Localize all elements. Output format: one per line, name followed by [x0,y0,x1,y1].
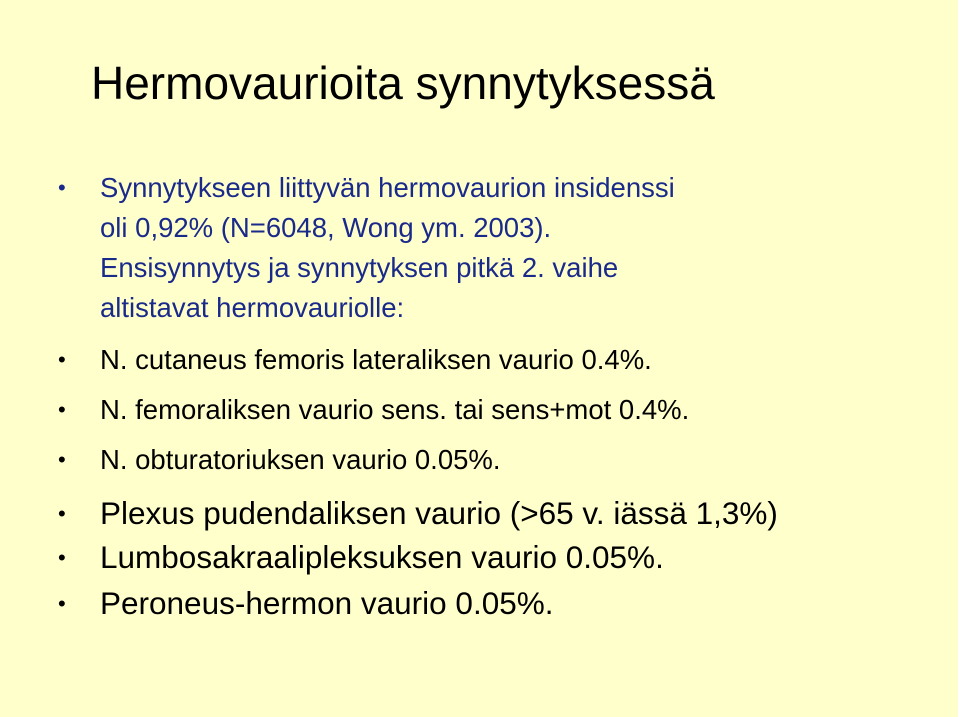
bullet-text: N. femoraliksen vaurio sens. tai sens+mot 0.4%. [100,394,690,425]
bullet-item-cutaneus-femoris [58,340,938,380]
bullet-marker: • [58,544,66,570]
bullet-line: altistavat hermovauriolle: [100,292,405,323]
bullet-line: Synnytykseen liittyvän hermovaurion insidenssi [100,172,675,203]
bullet-text: N. obturatoriuksen vaurio 0.05%. [100,444,501,475]
bullet-item-obturatorius [58,440,938,480]
slide-title: Hermovaurioita synnytyksessä [91,57,715,109]
bullet-item-peroneus [58,584,938,624]
bullet-line: Ensisynnytys ja synnytyksen pitkä 2. vaihe [100,252,619,283]
bullet-line: oli 0,92% (N=6048, Wong ym. 2003). [100,212,552,243]
bullet-marker: • [58,501,66,526]
bullet-marker: • [58,347,66,372]
bullet-text: Plexus pudendaliksen vaurio (>65 v. iässä 1,3%) [100,495,778,531]
bullet-text: Lumbosakraalipleksuksen vaurio 0.05%. [100,538,664,575]
bullet-item-femoralis [58,390,938,430]
bullet-text: N. cutaneus femoris lateraliksen vaurio 0.4%. [100,344,652,375]
bullet-text [100,168,938,328]
bullet-marker: • [58,175,66,200]
bullet-marker: • [58,447,66,472]
bullet-item-lumbosakraalipleksus [58,538,938,578]
bullet-text: Peroneus-hermon vaurio 0.05%. [100,585,554,621]
bullet-list [58,168,938,636]
bullet-item-incidence [58,168,938,328]
bullet-marker: • [58,591,66,616]
bullet-marker: • [58,397,66,422]
bullet-item-plexus-pudendalis [58,494,938,534]
